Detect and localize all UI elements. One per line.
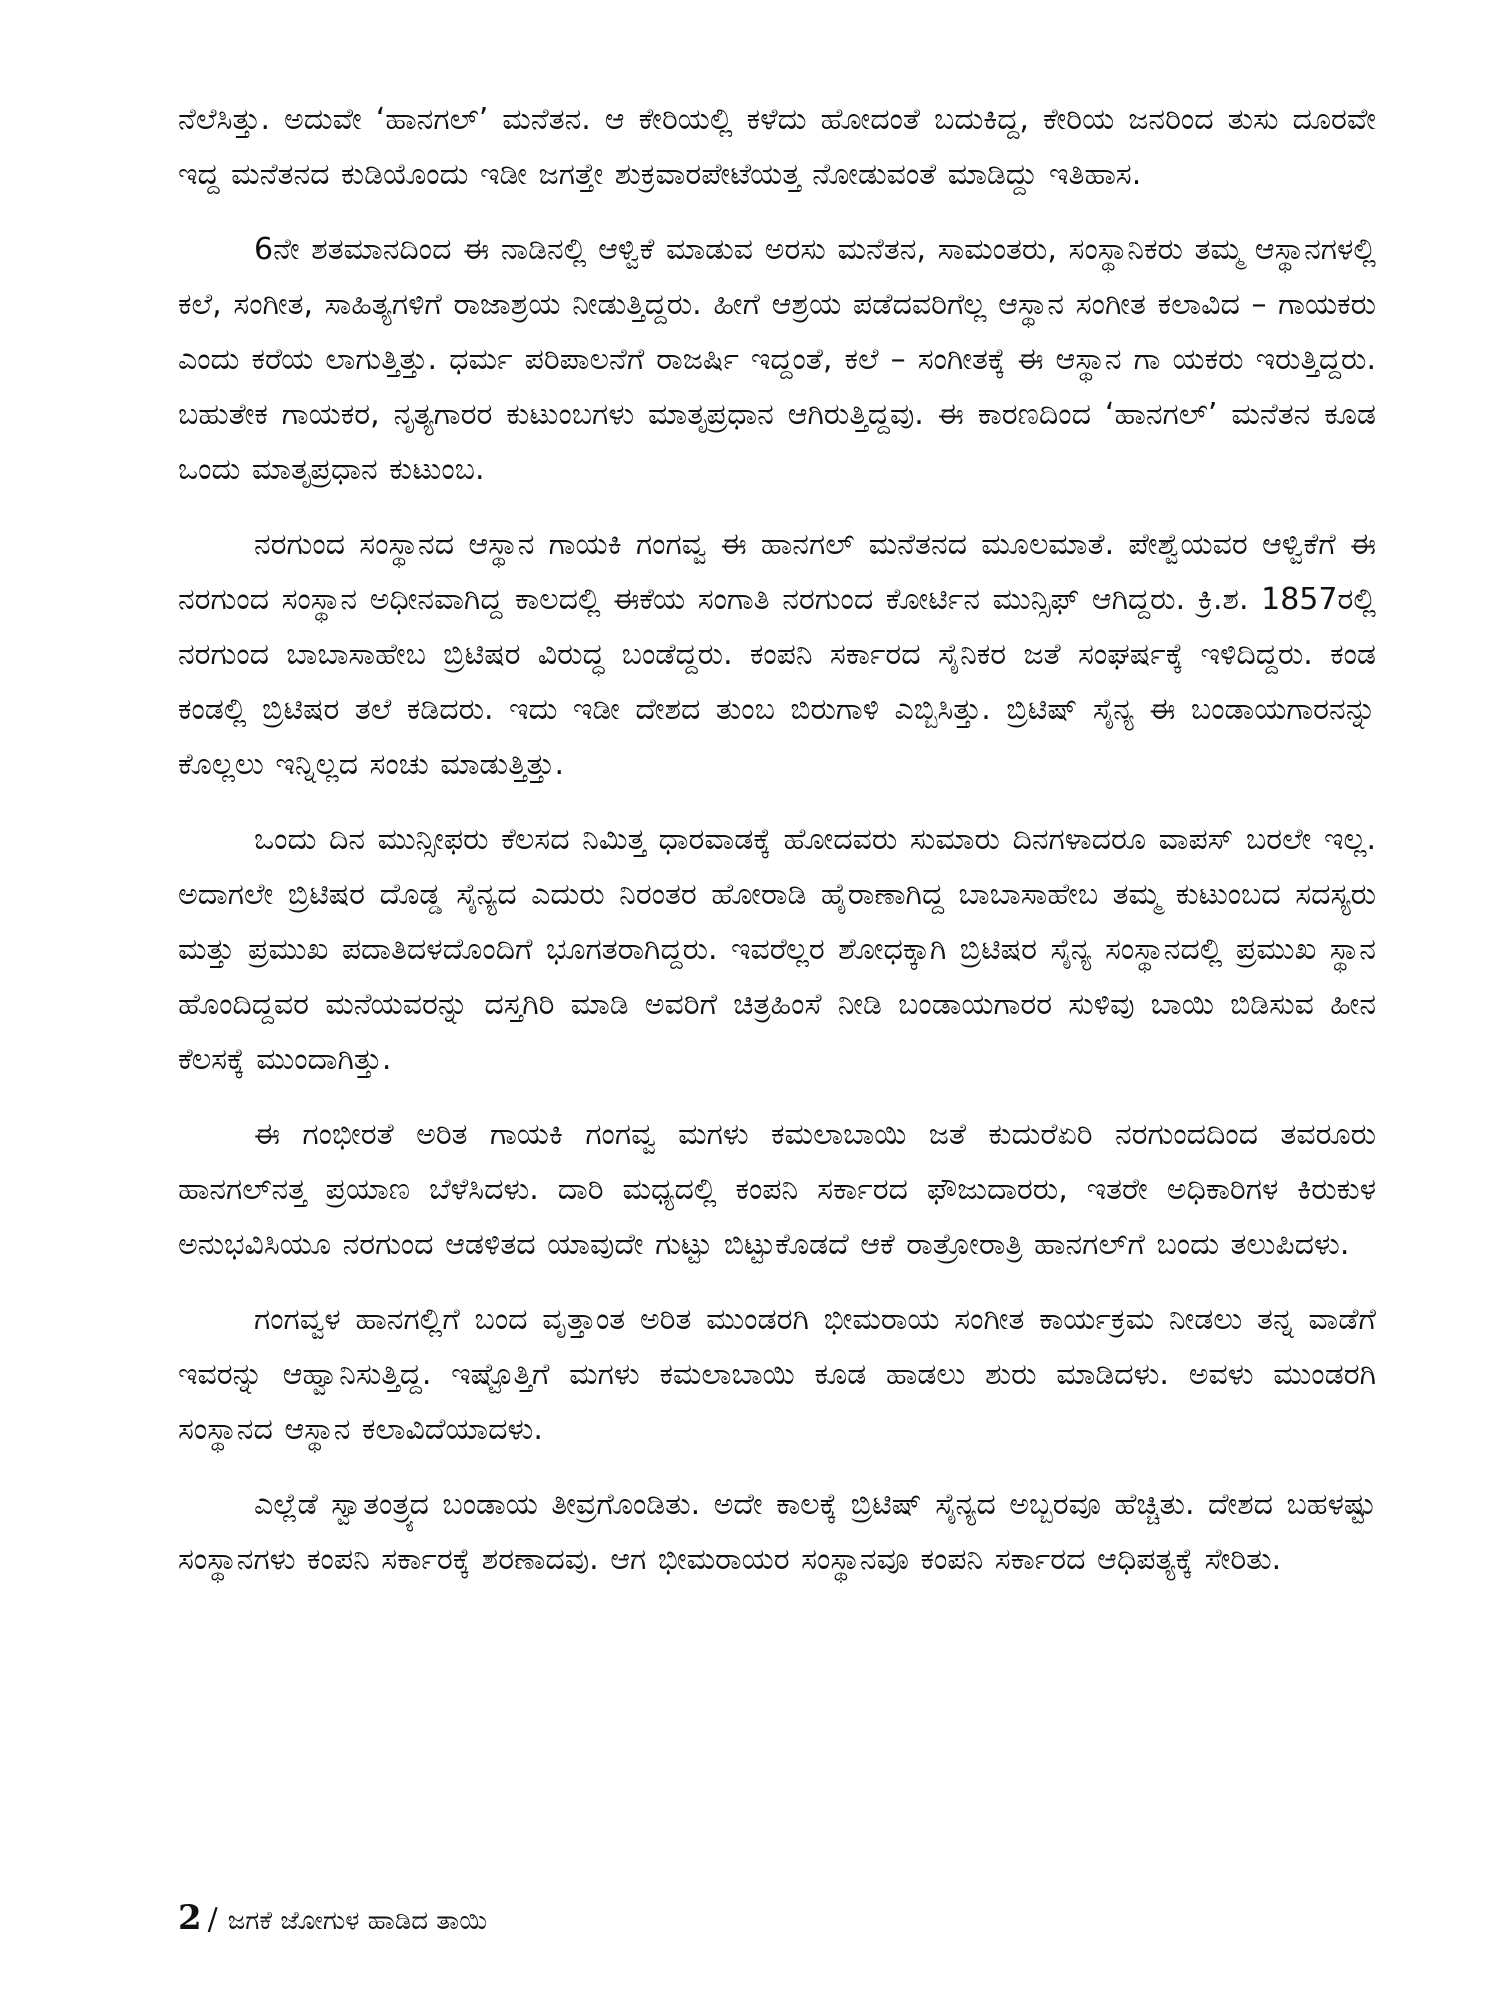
paragraph: ಒಂದು ದಿನ ಮುನ್ಸೀಫರು ಕೆಲಸದ ನಿಮಿತ್ತ ಧಾರವಾಡಕ್ಕೆ ಹೋದವರು ಸುಮಾರು ದಿನಗಳಾದರೂ ವಾಪಸ್ ಬರಲೇ ಇಲ್ಲ. ಅದಾಗಲೇ ಬ್ರಿಟಿಷರ ದೊಡ್ಡ ಸೈನ್ಯದ ಎದುರು ನಿರಂತರ ಹೋರಾಡಿ ಹೈರಾಣಾಗಿದ್ದ ಬಾಬಾಸಾಹೇಬ ತಮ್ಮ ಕುಟುಂಬದ ಸದಸ್ಯರು ಮತ್ತು ಪ್ರಮುಖ ಪದಾತಿದಳದೊಂದಿಗೆ ಭೂಗತರಾಗಿದ್ದರು. ಇವರೆಲ್ಲರ ಶೋಧಕ್ಕಾಗಿ ಬ್ರಿಟಿಷರ ಸೈನ್ಯ ಸಂಸ್ಥಾನದಲ್ಲಿ ಪ್ರಮುಖ ಸ್ಥಾನ ಹೊಂದಿದ್ದವರ ಮನೆಯವರನ್ನು ದಸ್ತಗಿರಿ ಮಾಡಿ ಅವರಿಗೆ ಚಿತ್ರಹಿಂಸೆ ನೀಡಿ ಬಂಡಾಯಗಾರರ ಸುಳಿವು ಬಾಯಿ ಬಿಡಿಸುವ ಹೀನ ಕೆಲಸಕ್ಕೆ ಮುಂದಾಗಿತ್ತು. <box>178 822 1376 1077</box>
paragraph: ಗಂಗವ್ವಳ ಹಾನಗಲ್ಲಿಗೆ ಬಂದ ವೃತ್ತಾಂತ ಅರಿತ ಮುಂಡರಗಿ ಭೀಮರಾಯ ಸಂಗೀತ ಕಾರ್ಯಕ್ರಮ ನೀಡಲು ತನ್ನ ವಾಡೆಗೆ ಇವರನ್ನು ಆಹ್ವಾನಿಸುತ್ತಿದ್ದ. ಇಷ್ಟೊತ್ತಿಗೆ ಮಗಳು ಕಮಲಾಬಾಯಿ ಕೂಡ ಹಾಡಲು ಶುರು ಮಾಡಿದಳು. ಅವಳು ಮುಂಡರಗಿ ಸಂಸ್ಥಾನದ ಆಸ್ಥಾನ ಕಲಾವಿದೆಯಾದಳು. <box>178 1302 1376 1447</box>
paragraph: 6ನೇ ಶತಮಾನದಿಂದ ಈ ನಾಡಿನಲ್ಲಿ ಆಳ್ವಿಕೆ ಮಾಡುವ ಅರಸು ಮನೆತನ, ಸಾಮಂತರು, ಸಂಸ್ಥಾನಿಕರು ತಮ್ಮ ಆಸ್ಥಾನಗಳಲ್ಲಿ ಕಲೆ, ಸಂಗೀತ, ಸಾಹಿತ್ಯಗಳಿಗೆ ರಾಜಾಶ್ರಯ ನೀಡುತ್ತಿದ್ದರು. ಹೀಗೆ ಆಶ್ರಯ ಪಡೆದವರಿಗೆಲ್ಲ ಆಸ್ಥಾನ ಸಂಗೀತ ಕಲಾವಿದ – ಗಾಯಕರು ಎಂದು ಕರೆಯ ಲಾಗುತ್ತಿತ್ತು. ಧರ್ಮ ಪರಿಪಾಲನೆಗೆ ರಾಜರ್ಷಿ ಇದ್ದಂತೆ, ಕಲೆ – ಸಂಗೀತಕ್ಕೆ ಈ ಆಸ್ಥಾನ ಗಾ ಯಕರು ಇರುತ್ತಿದ್ದರು. ಬಹುತೇಕ ಗಾಯಕರ, ನೃತ್ಯಗಾರರ ಕುಟುಂಬಗಳು ಮಾತೃಪ್ರಧಾನ ಆಗಿರುತ್ತಿದ್ದವು. ಈ ಕಾರಣದಿಂದ ‘ಹಾನಗಲ್’ ಮನೆತನ ಕೂಡ ಒಂದು ಮಾತೃಪ್ರಧಾನ ಕುಟುಂಬ. <box>178 232 1376 487</box>
running-title: ಜಗಕೆ ಜೋಗುಳ ಹಾಡಿದ ತಾಯಿ <box>227 1906 488 1936</box>
paragraph: ನರಗುಂದ ಸಂಸ್ಥಾನದ ಆಸ್ಥಾನ ಗಾಯಕಿ ಗಂಗವ್ವ ಈ ಹಾನಗಲ್ ಮನೆತನದ ಮೂಲಮಾತೆ. ಪೇಶ್ವೆಯವರ ಆಳ್ವಿಕೆಗೆ ಈ ನರಗುಂದ ಸಂಸ್ಥಾನ ಅಧೀನವಾಗಿದ್ದ ಕಾಲದಲ್ಲಿ ಈಕೆಯ ಸಂಗಾತಿ ನರಗುಂದ ಕೋರ್ಟಿನ ಮುನ್ಸಿಫ್ ಆಗಿದ್ದರು. ಕ್ರಿ.ಶ. 1857ರಲ್ಲಿ ನರಗುಂದ ಬಾಬಾಸಾಹೇಬ ಬ್ರಿಟಿಷರ ವಿರುದ್ಧ ಬಂಡೆದ್ದರು. ಕಂಪನಿ ಸರ್ಕಾರದ ಸೈನಿಕರ ಜತೆ ಸಂಘರ್ಷಕ್ಕೆ ಇಳಿದಿದ್ದರು. ಕಂಡ ಕಂಡಲ್ಲಿ ಬ್ರಿಟಿಷರ ತಲೆ ಕಡಿದರು. ಇದು ಇಡೀ ದೇಶದ ತುಂಬ ಬಿರುಗಾಳಿ ಎಬ್ಬಿಸಿತ್ತು. ಬ್ರಿಟಿಷ್ ಸೈನ್ಯ ಈ ಬಂಡಾಯಗಾರನನ್ನು ಕೊಲ್ಲಲು ಇನ್ನಿಲ್ಲದ ಸಂಚು ಮಾಡುತ್ತಿತ್ತು. <box>178 527 1376 782</box>
page-footer <box>178 1898 487 1942</box>
paragraph-continuation: ನೆಲೆಸಿತ್ತು. ಅದುವೇ ‘ಹಾನಗಲ್’ ಮನೆತನ. ಆ ಕೇರಿಯಲ್ಲಿ ಕಳೆದು ಹೋದಂತೆ ಬದುಕಿದ್ದ, ಕೇರಿಯ ಜನರಿಂದ ತುಸು ದೂರವೇ ಇದ್ದ ಮನೆತನದ ಕುಡಿಯೊಂದು ಇಡೀ ಜಗತ್ತೇ ಶುಕ್ರವಾರಪೇಟೆಯತ್ತ ನೋಡುವಂತೆ ಮಾಡಿದ್ದು ಇತಿಹಾಸ. <box>178 102 1376 192</box>
page-body <box>178 92 1376 1607</box>
page-number: 2 <box>178 1898 202 1938</box>
footer-separator: / <box>207 1902 218 1937</box>
paragraph: ಈ ಗಂಭೀರತೆ ಅರಿತ ಗಾಯಕಿ ಗಂಗವ್ವ ಮಗಳು ಕಮಲಾಬಾಯಿ ಜತೆ ಕುದುರೆಏರಿ ನರಗುಂದದಿಂದ ತವರೂರು ಹಾನಗಲ್‌ನತ್ತ ಪ್ರಯಾಣ ಬೆಳೆಸಿದಳು. ದಾರಿ ಮಧ್ಯದಲ್ಲಿ ಕಂಪನಿ ಸರ್ಕಾರದ ಫೌಜುದಾರರು, ಇತರೇ ಅಧಿಕಾರಿಗಳ ಕಿರುಕುಳ ಅನುಭವಿಸಿಯೂ ನರಗುಂದ ಆಡಳಿತದ ಯಾವುದೇ ಗುಟ್ಟು ಬಿಟ್ಟುಕೊಡದೆ ಆಕೆ ರಾತ್ರೋರಾತ್ರಿ ಹಾನಗಲ್‌ಗೆ ಬಂದು ತಲುಪಿದಳು. <box>178 1117 1376 1262</box>
paragraph: ಎಲ್ಲೆಡೆ ಸ್ವಾತಂತ್ರ್ಯದ ಬಂಡಾಯ ತೀವ್ರಗೊಂಡಿತು. ಅದೇ ಕಾಲಕ್ಕೆ ಬ್ರಿಟಿಷ್ ಸೈನ್ಯದ ಅಬ್ಬರವೂ ಹೆಚ್ಚಿತು. ದೇಶದ ಬಹಳಷ್ಟು ಸಂಸ್ಥಾನಗಳು ಕಂಪನಿ ಸರ್ಕಾರಕ್ಕೆ ಶರಣಾದವು. ಆಗ ಭೀಮರಾಯರ ಸಂಸ್ಥಾನವೂ ಕಂಪನಿ ಸರ್ಕಾರದ ಆಧಿಪತ್ಯಕ್ಕೆ ಸೇರಿತು. <box>178 1487 1376 1577</box>
